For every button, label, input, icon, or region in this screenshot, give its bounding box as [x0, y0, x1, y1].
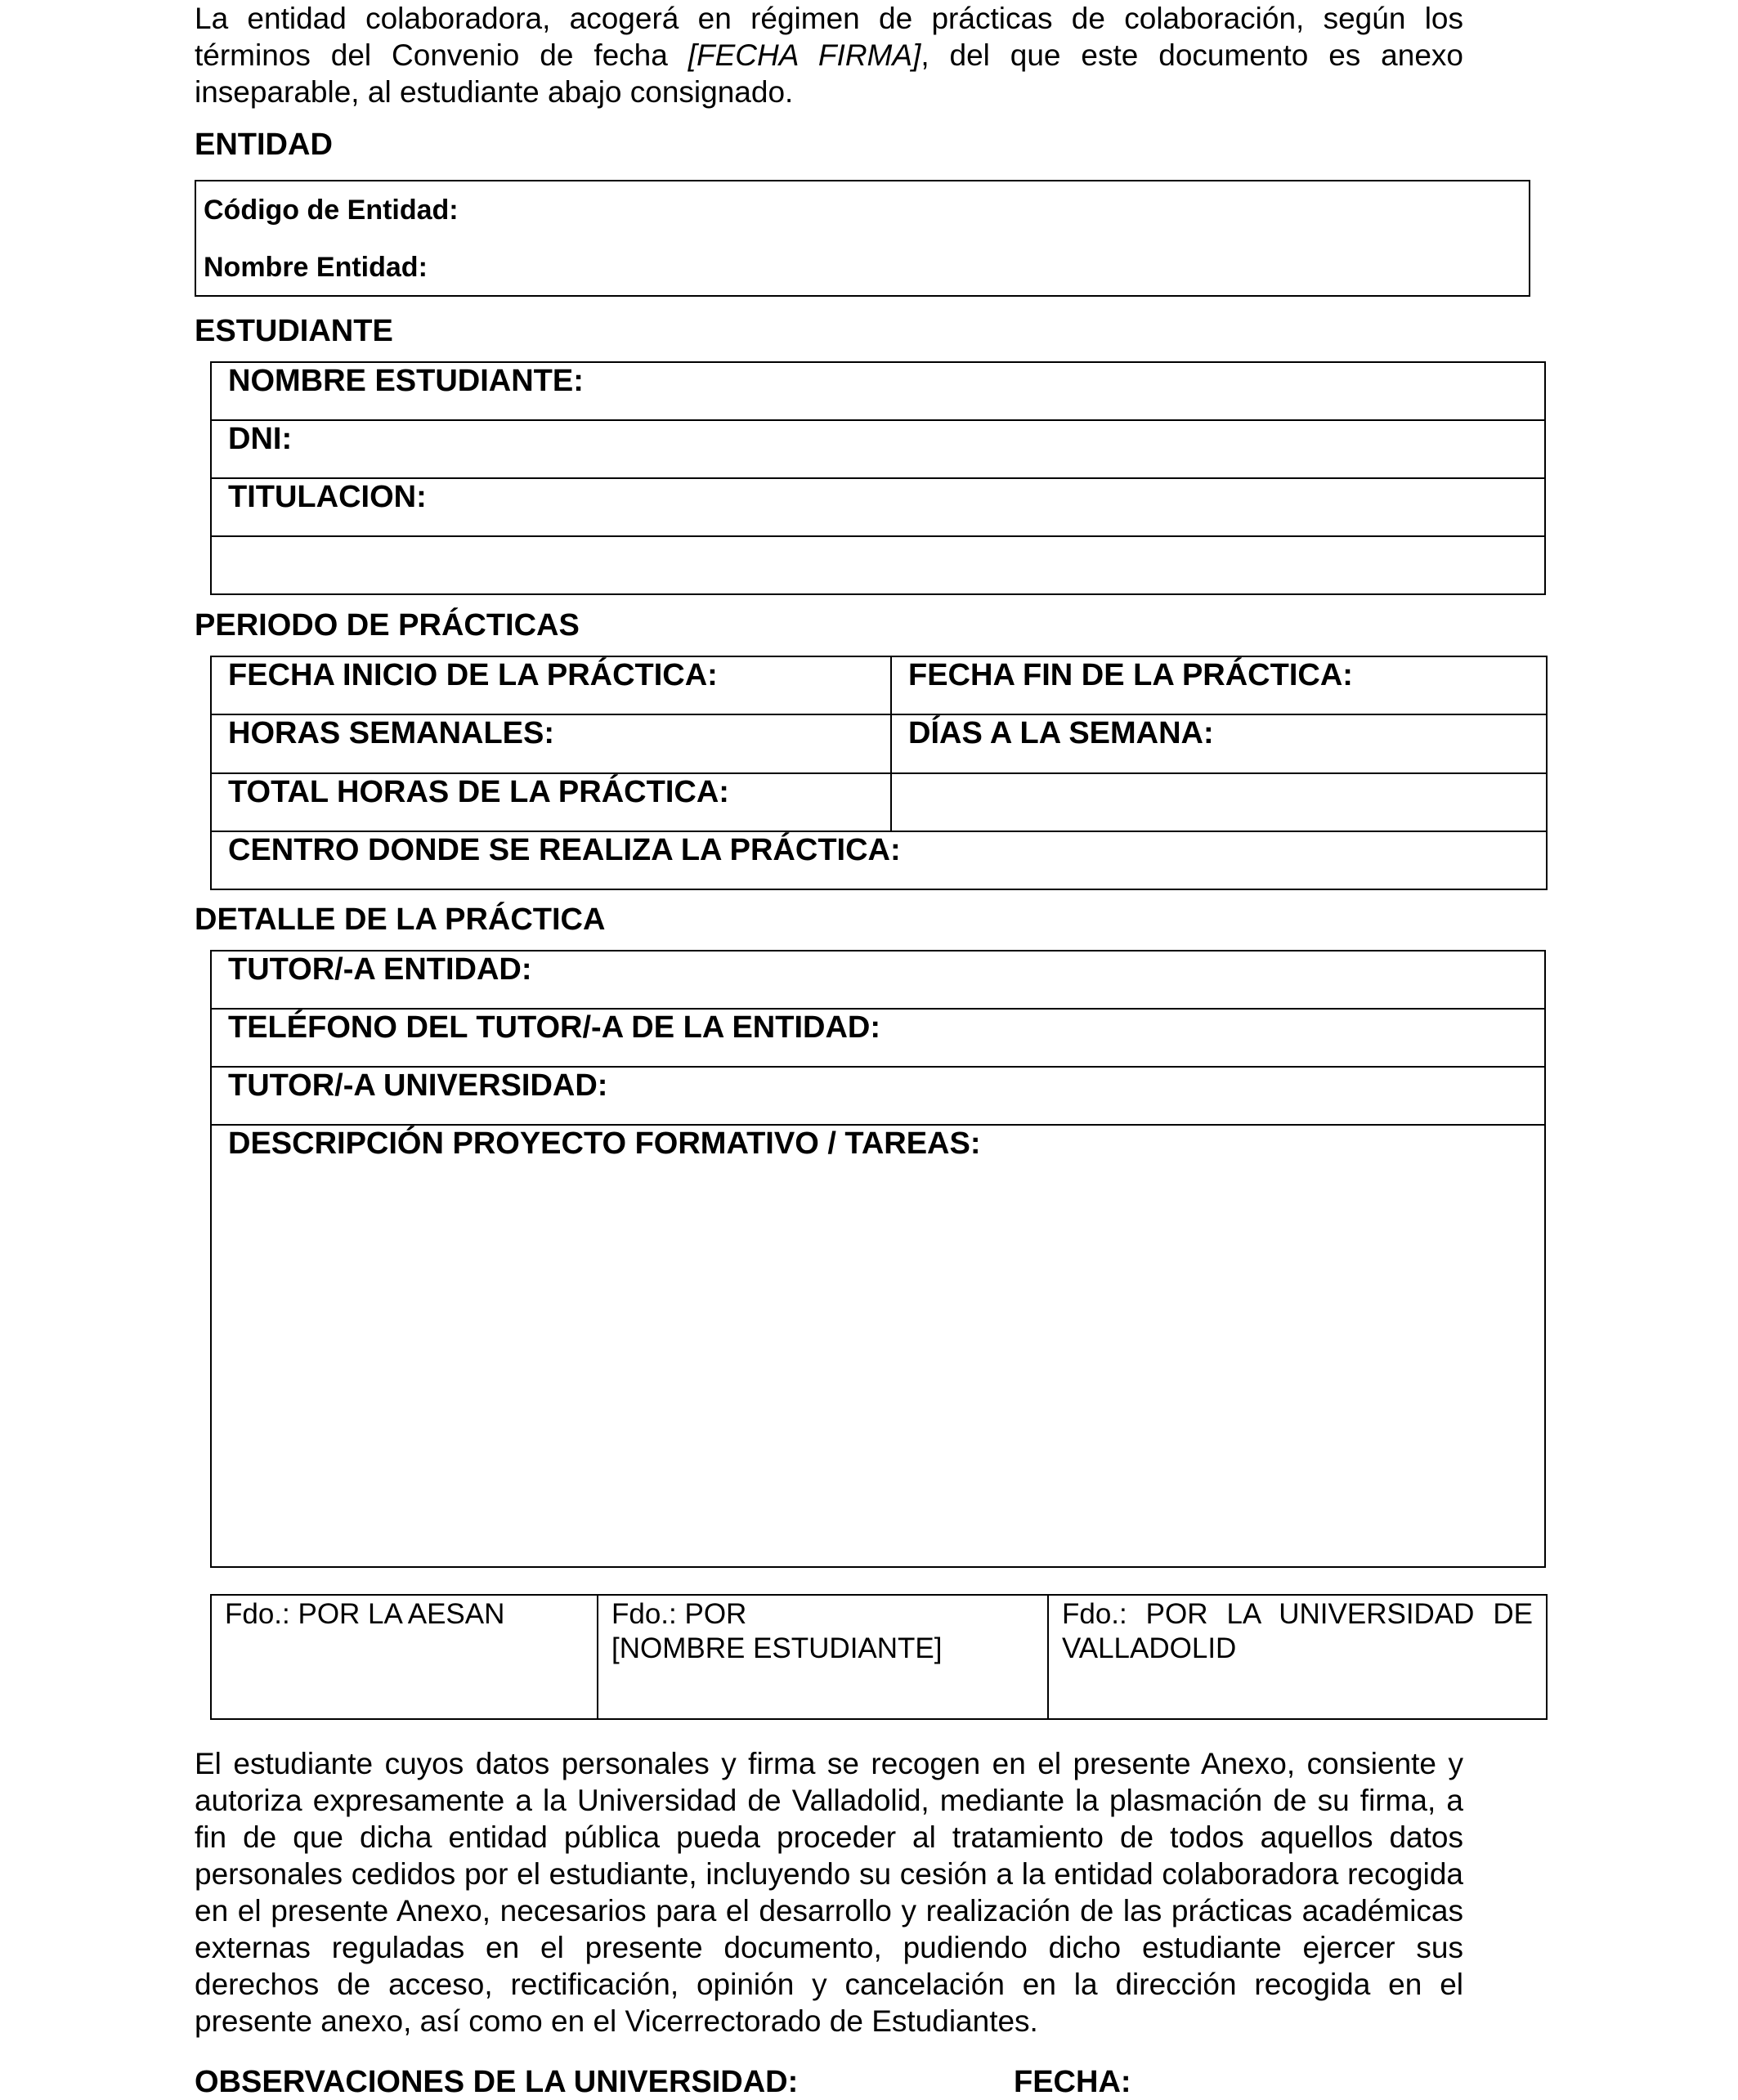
- detalle-heading: DETALLE DE LA PRÁCTICA: [195, 902, 606, 937]
- entidad-heading: ENTIDAD: [195, 128, 333, 162]
- intro-paragraph: [195, 0, 1463, 110]
- tutor-entidad-label: TUTOR/-A ENTIDAD:: [211, 951, 1545, 1009]
- total-horas-label: TOTAL HORAS DE LA PRÁCTICA:: [211, 773, 891, 831]
- firma-estudiante-line2: [NOMBRE ESTUDIANTE]: [611, 1632, 943, 1664]
- codigo-entidad-label: Código de Entidad:: [204, 195, 459, 226]
- detalle-table: [210, 950, 1546, 1568]
- estudiante-heading: ESTUDIANTE: [195, 314, 393, 348]
- estudiante-empty-row: [211, 536, 1545, 594]
- firma-estudiante: [598, 1595, 1048, 1719]
- intro-text-part1: La entidad colaboradora, acogerá en régimen de prácticas de colaboración, según los términos del Convenio de fecha: [195, 2, 1463, 72]
- telefono-tutor-label: TELÉFONO DEL TUTOR/-A DE LA ENTIDAD:: [211, 1009, 1545, 1067]
- periodo-empty-cell: [891, 773, 1547, 831]
- firma-estudiante-line1: Fdo.: POR: [611, 1598, 747, 1630]
- periodo-heading: PERIODO DE PRÁCTICAS: [195, 608, 580, 643]
- centro-label: CENTRO DONDE SE REALIZA LA PRÁCTICA:: [211, 831, 1547, 889]
- consent-paragraph: El estudiante cuyos datos personales y firma se recogen en el presente Anexo, consiente y autoriza expresamente a la Universidad de Valladolid, mediante la plasmación de su firma, a fin de que dicha entidad pública pueda proceder al tratamiento de todos aquellos datos personales cedidos por el estudiante, incluyendo su cesión a la entidad colaboradora recogida en el presente Anexo, necesarios para el desarrollo y realización de las prácticas académicas externas reguladas en el presente documento, pudiendo dicho estudiante ejercer sus derechos de acceso, rectificación, opinión y cancelación en la dirección recogida en el presente anexo, así como en el Vicerrectorado de Estudiantes.: [195, 1747, 1463, 2038]
- signature-table: [210, 1594, 1548, 1720]
- nombre-entidad-label: Nombre Entidad:: [204, 252, 428, 283]
- fecha-inicio-label: FECHA INICIO DE LA PRÁCTICA:: [211, 656, 891, 714]
- signing-date-placeholder: [FECHA FIRMA]: [688, 38, 921, 72]
- periodo-table: [210, 656, 1548, 890]
- intro-text-part2: , del que este documento es anexo inseparable, al estudiante abajo consignado.: [195, 38, 1463, 109]
- horas-semanales-label: HORAS SEMANALES:: [211, 714, 891, 773]
- estudiante-table: [210, 361, 1546, 595]
- dni-label: DNI:: [211, 420, 1545, 478]
- entidad-box: [195, 180, 1530, 297]
- tutor-universidad-label: TUTOR/-A UNIVERSIDAD:: [211, 1067, 1545, 1125]
- nombre-estudiante-label: NOMBRE ESTUDIANTE:: [211, 362, 1545, 420]
- fecha-fin-label: FECHA FIN DE LA PRÁCTICA:: [891, 656, 1547, 714]
- fecha-label: FECHA:: [1014, 2065, 1131, 2099]
- firma-universidad: Fdo.: POR LA UNIVERSIDAD DE VALLADOLID: [1048, 1595, 1547, 1719]
- observaciones-label: OBSERVACIONES DE LA UNIVERSIDAD:: [195, 2065, 799, 2099]
- dias-semana-label: DÍAS A LA SEMANA:: [891, 714, 1547, 773]
- descripcion-label: DESCRIPCIÓN PROYECTO FORMATIVO / TAREAS:: [211, 1125, 1545, 1567]
- titulacion-label: TITULACION:: [211, 478, 1545, 536]
- firma-aesan: Fdo.: POR LA AESAN: [211, 1595, 598, 1719]
